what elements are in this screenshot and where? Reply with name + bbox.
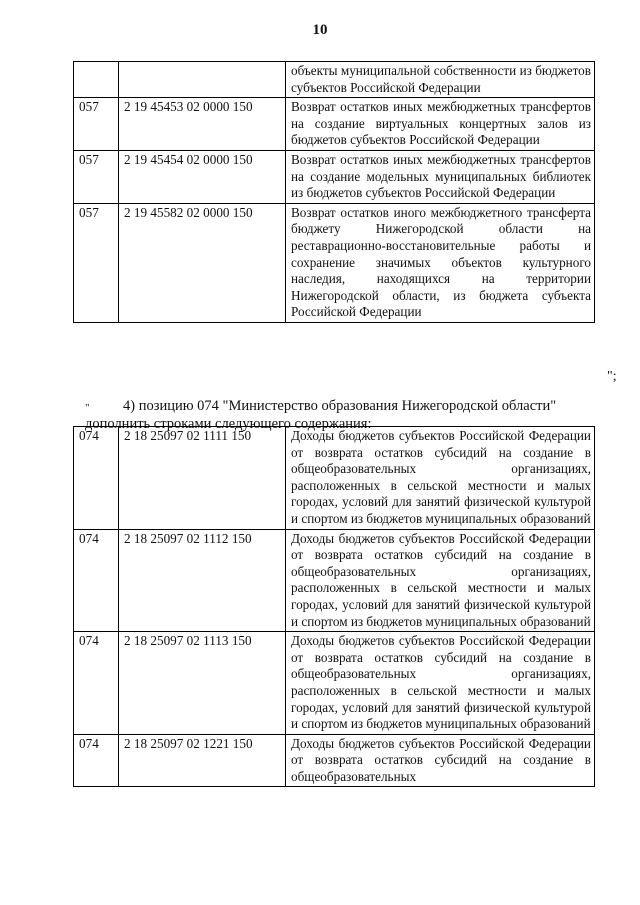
amendment-paragraph-line1: 4) позицию 074 "Министерство образования Нижегородской области" [123,398,557,414]
description-cell: Возврат остатков иных межбюджетных трансфертов на создание модельных муниципальных библиотек из бюджетов субъектов Российской Федерации [286,150,595,203]
chapter-code-cell: 074 [74,529,119,632]
budget-classification-code-cell: 2 18 25097 02 1111 150 [119,427,286,530]
table-row [74,150,595,203]
table-row [74,734,595,787]
chapter-code-cell: 074 [74,632,119,735]
chapter-code-cell: 057 [74,150,119,203]
budget-classification-code-cell: 2 19 45453 02 0000 150 [119,98,286,151]
budget-classification-code-cell: 2 19 45454 02 0000 150 [119,150,286,203]
description-cell: Доходы бюджетов субъектов Российской Федерации от возврата остатков субсидий на создание в общеобразовательных организациях, расположенных в сельской местности и малых городах, условий для занятий физической культурой и спортом из бюджетов муниципальных образований [286,427,595,530]
description-cell: Возврат остатков иного межбюджетного трансферта бюджету Нижегородской области на реставрационно-восстановительные работы и сохранение значимых объектов культурного наследия, находящихся на территории Нижегородской области, из бюджета субъекта Российской Федерации [286,203,595,322]
description-cell: Доходы бюджетов субъектов Российской Федерации от возврата остатков субсидий на создание в общеобразовательных организациях, расположенных в сельской местности и малых городах, условий для занятий физической культурой и спортом из бюджетов муниципальных образований [286,529,595,632]
table-row [74,427,595,530]
description-cell: Возврат остатков иных межбюджетных трансфертов на создание виртуальных концертных залов из бюджетов субъектов Российской Федерации [286,98,595,151]
budget-classification-code-cell [119,62,286,98]
description-cell: Доходы бюджетов субъектов Российской Федерации от возврата остатков субсидий на создание в общеобразовательных [286,734,595,787]
closing-quote: "; [607,369,617,384]
description-cell: Доходы бюджетов субъектов Российской Федерации от возврата остатков субсидий на создание в общеобразовательных организациях, расположенных в сельской местности и малых городах, условий для занятий физической культурой и спортом из бюджетов муниципальных образований [286,632,595,735]
table-body [74,62,595,323]
budget-classification-code-cell: 2 19 45582 02 0000 150 [119,203,286,322]
budget-classification-code-cell: 2 18 25097 02 1113 150 [119,632,286,735]
table-row [74,632,595,735]
page-number: 10 [312,22,328,38]
budget-classification-code-cell: 2 18 25097 02 1112 150 [119,529,286,632]
table-row [74,203,595,322]
chapter-code-cell: 074 [74,734,119,787]
chapter-code-cell [74,62,119,98]
table-row [74,529,595,632]
table-row [74,62,595,98]
amendment-paragraph-line2: дополнить строками следующего содержания: [85,416,372,432]
table-row [74,98,595,151]
table-body [74,427,595,787]
budget-codes-table-074 [73,426,595,787]
chapter-code-cell: 057 [74,98,119,151]
chapter-code-cell: 057 [74,203,119,322]
budget-classification-code-cell: 2 18 25097 02 1221 150 [119,734,286,787]
description-cell: объекты муниципальной собственности из бюджетов субъектов Российской Федерации [286,62,595,98]
opening-quote: " [85,402,90,414]
chapter-code-cell: 074 [74,427,119,530]
budget-codes-table-057 [73,61,595,323]
